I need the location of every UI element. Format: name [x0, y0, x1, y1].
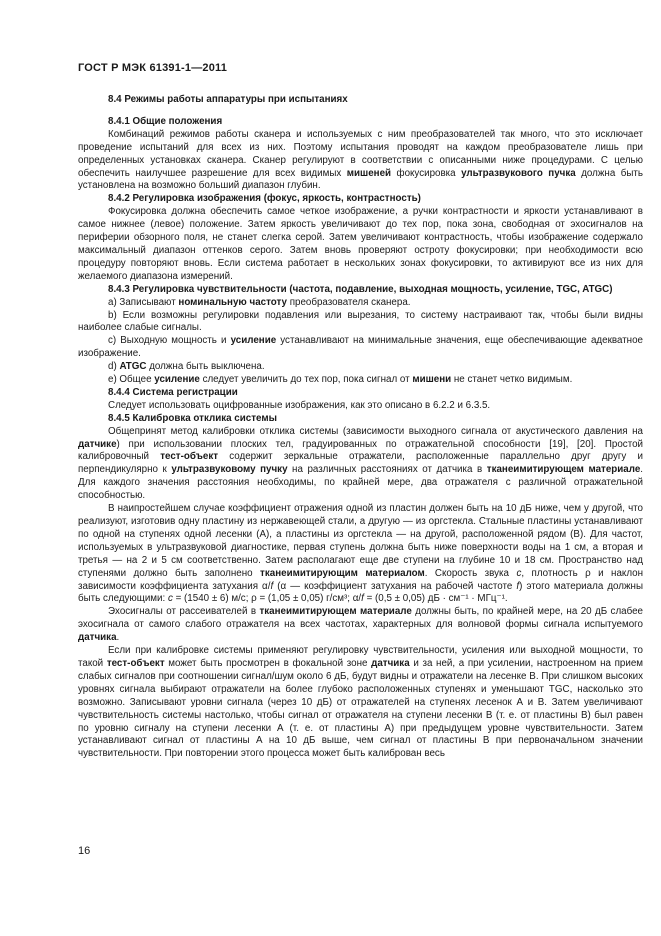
subsection-heading: 8.4.2 Регулировка изображения (фокус, яркость, контрастность): [108, 193, 421, 205]
paragraph: b) Если возможны регулировки подавления или вырезания, то систему настраивают так, чтобы были видны наиболее слабые сигналы.: [78, 309, 643, 334]
paragraph: e) Общее усиление следует увеличить до тех пор, пока сигнал от мишени не станет четко видимым.: [108, 374, 573, 386]
paragraph: Если при калибровке системы применяют регулировку чувствительности, усиления или выходной мощности, то такой тест-объект может быть просмотрен в фокальной зоне датчика и за ней, а при усилении, настроенном на прием слабых сигналов при соотношении сигнал/шум около 6 дБ, будут видны и отражатели на лесенке В. При слишком высоких уровнях сигнала выбирают отражатели на более глубоко расположенных ступенях и уменьшают TGC, насколько это возможно. Записывают уровни сигнала (через 10 дБ) от отражателей на ступенях лесенок А и В. Затем увеличивают чувствительность системы настолько, чтобы сигнал от отражателя на ступени лесенки В (т. е. от пластины В) был равен по уровню сигналу на ступени лесенки А (т. е. от пластины А) при предыдущем уровне чувствительности. Затем устанавливают сигнал от пластины А на 10 дБ выше, чем сигнал от пластины В при первоначальном значении чувствительности. При повторении этого процесса может быть калиброван весь: [78, 645, 644, 760]
paragraph: d) ATGC должна быть выключена.: [108, 361, 265, 373]
paragraph: Фокусировка должна обеспечить самое четкое изображение, а ручки контрастности и яркости устанавливают в самое нижнее (левое) положение. Затем яркость увеличивают до тех пор, пока зона, свободная от эхосигналов на периферии обзорного поля, не станет слегка серой. Затем увеличивают контрастность, чтобы изображение содержало максимальный диапазон оттенков серого. Затем вновь проверяют остроту фокусировки; при необходимости всю процедуру повторяют вновь. Если система работает в нескольких зонах фокусировки, то активируют все из них для желаемого диапазона измерений.: [78, 206, 643, 282]
paragraph: Эхосигналы от рассеивателей в тканеимитирующем материале должны быть, по крайней мере, на 20 дБ слабее эхосигнала от самого слабого отражателя на всех частотах, характерных для волновой формы сигнала испытуемого датчика.: [78, 606, 644, 644]
paragraph: Комбинаций режимов работы сканера и используемых с ним преобразователей так много, что это исключает проведение испытаний для всех из них. Поэтому испытания проводят на каждом преобразователе лишь при определенных установках сканера. Сканер регулируют в соответствии с описанными ниже процедурами. С целью обеспечить наилучшее разрешение для всех видимых мишеней фокусировка ультразвукового пучка должна быть установлена на возможно больший диапазон глубин.: [78, 128, 643, 192]
document-header: ГОСТ Р МЭК 61391-1—2011: [78, 62, 228, 74]
page-number: 16: [78, 845, 91, 857]
subsection-heading: 8.4.4 Система регистрации: [108, 386, 238, 398]
subsection-heading: 8.4.5 Калибровка отклика системы: [108, 412, 277, 424]
subsection-heading: 8.4.3 Регулировка чувствительности (частота, подавление, выходная мощность, усиление, TGC, ATGC): [108, 283, 613, 295]
subsection-heading: 8.4.1 Общие положения: [108, 115, 223, 127]
paragraph: Общепринят метод калибровки отклика системы (зависимости выходного сигнала от акустического давления на датчике) при использовании плоских тел, градуированных по отражательной способности [19], [20]. Простой калибровочный тест-объект содержит зеркальные отражатели, расположенные параллельно друг другу и перпендикулярно к ультразвуковому пучку на различных расстояниях от датчика в тканеимитирующем материале. Для каждого значения расстояния необходимы, по крайней мере, два отражателя с различной отражательной способностью.: [78, 425, 643, 502]
paragraph: c) Выходную мощность и усиление устанавливают на минимальные значения, еще обеспечивающие адекватное изображение.: [78, 335, 643, 360]
section-heading: 8.4 Режимы работы аппаратуры при испытаниях: [108, 94, 348, 105]
paragraph: В наипростейшем случае коэффициент отражения одной из пластин должен быть на 10 дБ ниже, чем у другой, что реализуют, изготовив одну пластину из нержавеющей стали, а другую — из оргстекла. Стальные пластины устанавливают по одной на ступенях одной лесенки (А), а пластины из оргстекла — на другой, расположенной рядом (В). Для частот, используемых в ультразвуковой диагностике, первая ступень должна быть ниже поверхности воды на 1 см, а вторая и третья — на 2 и 5 см соответственно. Затем располагают еще две ступени на глубине 10 и 18 см. Пространство над ступенями должно быть заполнено тканеимитирующим материалом. Скорость звука с, плотность ρ и наклон зависимости коэффициента затухания α/f (α — коэффициент затухания на рабочей частоте f) этого материала должны быть следующими: с = (1540 ± 6) м/с; ρ = (1,05 ± 0,05) г/см³; α/f = (0,5 ± 0,05) дБ · см⁻¹ · МГц⁻¹.: [78, 503, 643, 605]
paragraph: Следует использовать оцифрованные изображения, как это описано в 6.2.2 и 6.3.5.: [108, 399, 491, 411]
document-body: [78, 91, 643, 761]
paragraph: a) Записывают номинальную частоту преобразователя сканера.: [108, 296, 411, 308]
